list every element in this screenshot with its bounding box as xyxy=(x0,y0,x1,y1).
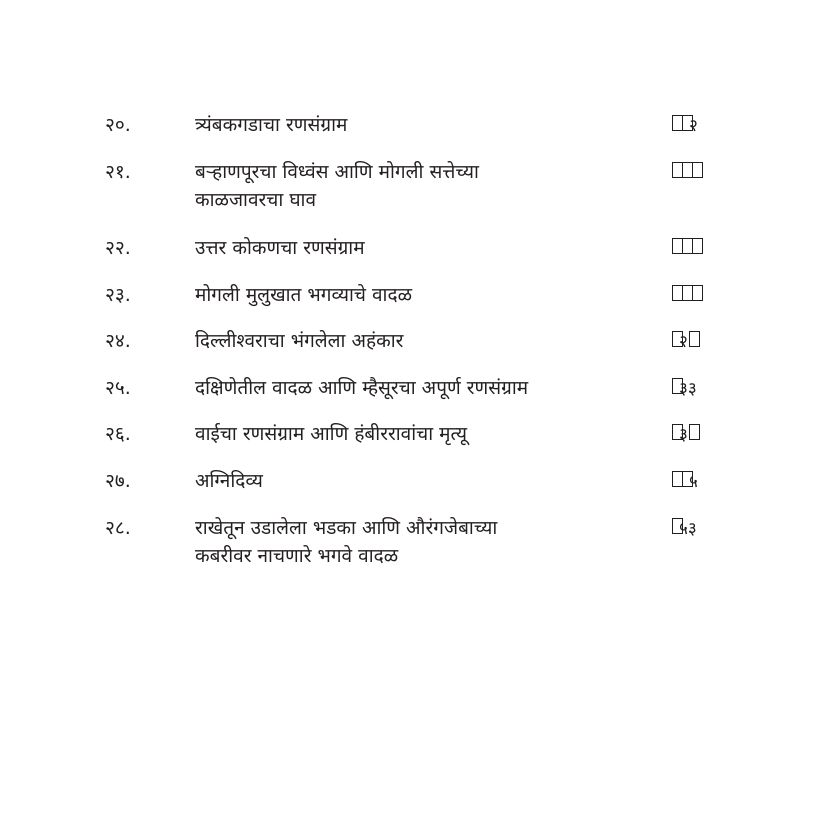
page-number xyxy=(672,423,700,445)
chapter-title xyxy=(195,234,615,262)
chapter-title xyxy=(195,420,615,448)
chapter-title xyxy=(195,158,615,214)
chapter-number: २७. xyxy=(105,470,131,492)
page-digit: २ xyxy=(679,332,688,352)
chapter-title-line: राखेतून उडालेला भडका आणि औरंगजेबाच्या xyxy=(195,517,498,539)
chapter-title-line: काळजावरचा घाव xyxy=(195,189,317,211)
page-number xyxy=(672,517,697,539)
chapter-title-line: उत्तर कोकणचा रणसंग्राम xyxy=(195,237,365,259)
page-digit: २ xyxy=(689,116,698,136)
chapter-title-line: बऱ्हाणपूरचा विध्वंस आणि मोगली सत्तेच्या xyxy=(195,161,479,183)
missing-glyph-box xyxy=(689,331,700,347)
missing-glyph-box xyxy=(692,162,703,178)
missing-glyph-box xyxy=(692,238,703,254)
page-number xyxy=(672,377,697,399)
page-digit: ५ xyxy=(689,472,698,492)
chapter-title-line: कबरीवर नाचणारे भगवे वादळ xyxy=(195,545,399,567)
page-number xyxy=(672,330,700,352)
page-number xyxy=(672,161,703,179)
chapter-number: २८. xyxy=(105,517,131,539)
chapter-number: २०. xyxy=(105,114,131,136)
chapter-title xyxy=(195,374,615,402)
page-digit: ३ xyxy=(679,379,688,399)
chapter-number: २४. xyxy=(105,330,131,352)
chapter-title xyxy=(195,514,615,570)
chapter-number: २३. xyxy=(105,284,131,306)
chapter-number: २५. xyxy=(105,377,131,399)
page-number xyxy=(672,237,703,255)
missing-glyph-box xyxy=(692,285,703,301)
chapter-title-line: अग्निदिव्य xyxy=(195,470,263,492)
chapter-title xyxy=(195,111,615,139)
page-digit: ३ xyxy=(687,379,697,399)
chapter-number: २२. xyxy=(105,237,131,259)
chapter-title xyxy=(195,467,615,495)
chapter-title-line: वाईचा रणसंग्राम आणि हंबीररावांचा मृत्यू xyxy=(195,423,468,445)
chapter-title xyxy=(195,327,615,355)
missing-glyph-box xyxy=(689,424,700,440)
chapter-title-line: मोगली मुलुखात भगव्याचे वादळ xyxy=(195,284,413,306)
chapter-title-line: दक्षिणेतील वादळ आणि म्हैसूरचा अपूर्ण रणसंग्राम xyxy=(195,377,529,399)
page-number xyxy=(672,114,698,136)
chapter-number: २१. xyxy=(105,161,131,183)
page-number xyxy=(672,284,703,302)
page-digit: ३ xyxy=(687,519,697,539)
chapter-title-line: दिल्लीश्वराचा भंगलेला अहंकार xyxy=(195,330,404,352)
page-number xyxy=(672,470,698,492)
chapter-title xyxy=(195,281,615,309)
chapter-number: २६. xyxy=(105,423,131,445)
page-digit: ३ xyxy=(679,425,688,445)
chapter-title-line: त्र्यंबकगडाचा रणसंग्राम xyxy=(195,114,348,136)
page-digit: ५ xyxy=(679,519,688,539)
